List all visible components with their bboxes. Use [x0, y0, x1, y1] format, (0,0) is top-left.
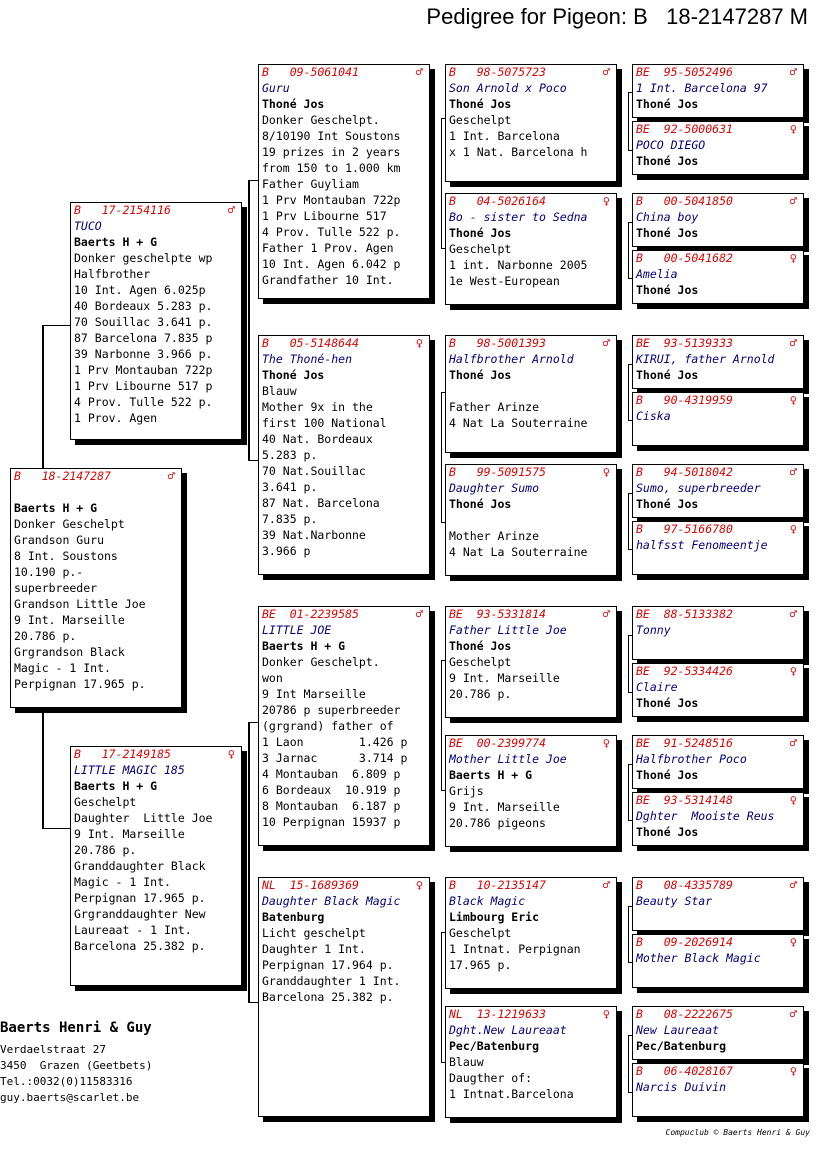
- male-symbol-icon: ♂: [167, 469, 175, 483]
- owner-name: Thoné Jos: [636, 696, 699, 710]
- pigeon-info-line: Grgranddaughter New: [74, 907, 206, 921]
- pigeon-name: The Thoné-hen: [262, 352, 353, 366]
- ring-number: B 94-5018042: [636, 465, 733, 479]
- pigeon-info-line: Geschelpt: [449, 655, 512, 669]
- ring-number: B 98-5001393: [449, 336, 546, 350]
- pigeon-info-line: Donker Geschelpt: [14, 517, 125, 531]
- pigeon-info-line: Magic - 1 Int.: [14, 661, 111, 675]
- pigeon-name: 1 Int. Barcelona 97: [636, 81, 768, 95]
- pigeon-info-line: 5.283 p.: [262, 448, 318, 462]
- pigeon-name: Mother Black Magic: [636, 951, 761, 965]
- owner-name: Pec/Batenburg: [449, 1039, 540, 1053]
- female-symbol-icon: ♀: [602, 465, 610, 479]
- pigeon-card: [70, 202, 242, 440]
- pigeon-card: [445, 335, 617, 453]
- pigeon-name: Sumo, superbreeder: [636, 481, 761, 495]
- owner-name: Thoné Jos: [449, 497, 512, 511]
- male-symbol-icon: ♂: [789, 736, 797, 750]
- male-symbol-icon: ♂: [789, 607, 797, 621]
- address-phone: Tel.:0032(0)11583316: [0, 1075, 133, 1088]
- pigeon-info-line: 10 Perpignan 15937 p: [262, 815, 401, 829]
- ring-number: B 90-4319959: [636, 393, 733, 407]
- pigeon-info-line: won: [262, 671, 283, 685]
- pigeon-info-line: Magic - 1 Int.: [74, 875, 171, 889]
- male-symbol-icon: ♂: [227, 203, 235, 217]
- page-title: Pedigree for Pigeon: B 18-2147287 M: [426, 4, 808, 29]
- pigeon-info-line: Barcelona 25.382 p.: [262, 990, 394, 1004]
- pigeon-info-line: (grgrand) father of: [262, 719, 394, 733]
- pigeon-name: Amelia: [636, 267, 678, 281]
- female-symbol-icon: ♀: [789, 522, 797, 536]
- owner-name: Thoné Jos: [636, 154, 699, 168]
- pigeon-info-line: 9 Int Marseille: [262, 687, 366, 701]
- pigeon-info-line: Granddaughter Black: [74, 859, 206, 873]
- pigeon-card: [632, 250, 804, 304]
- pigeon-info-line: 1 Prv Libourne 517 p: [74, 379, 213, 393]
- pigeon-info-line: 1e West-European: [449, 274, 560, 288]
- male-symbol-icon: ♂: [789, 65, 797, 79]
- pigeon-card: [258, 64, 430, 299]
- connector-line: [42, 325, 70, 326]
- owner-name: Thoné Jos: [636, 768, 699, 782]
- owner-name: Thoné Jos: [636, 97, 699, 111]
- male-symbol-icon: ♂: [415, 607, 423, 621]
- connector-line: [628, 764, 629, 820]
- pigeon-card: [10, 468, 182, 708]
- connector-line: [628, 364, 629, 420]
- pigeon-info-line: Mother Arinze: [449, 529, 540, 543]
- pigeon-name: Tonny: [636, 623, 671, 637]
- connector-line: [42, 325, 44, 468]
- ring-number: B 05-5148644: [262, 336, 359, 350]
- connector-line: [248, 180, 250, 460]
- male-symbol-icon: ♂: [415, 65, 423, 79]
- pigeon-info-line: 17.965 p.: [449, 958, 512, 972]
- ring-number: BE 95-5052496: [636, 65, 733, 79]
- pigeon-info-line: 10.190 p.-: [14, 565, 84, 579]
- owner-name: Thoné Jos: [636, 825, 699, 839]
- pigeon-info-line: 20.786 p.: [449, 687, 512, 701]
- connector-line: [248, 1002, 258, 1003]
- female-symbol-icon: ♀: [602, 1007, 610, 1021]
- owner-name: Thoné Jos: [262, 368, 325, 382]
- footer-copyright: Compuclub © Baerts Henri & Guy: [665, 1128, 810, 1137]
- owner-name: Thoné Jos: [636, 226, 699, 240]
- pigeon-info-line: 8 Int. Soustons: [14, 549, 118, 563]
- connector-line: [42, 708, 44, 828]
- pigeon-name: Guru: [262, 81, 290, 95]
- pigeon-info-line: Blauw: [449, 1055, 484, 1069]
- pigeon-info-line: Daughter Little Joe: [74, 811, 213, 825]
- ring-number: BE 01-2239585: [262, 607, 359, 621]
- pigeon-info-line: Perpignan 17.965 p.: [74, 891, 206, 905]
- pigeon-info-line: 39 Nat.Narbonne: [262, 528, 366, 542]
- pigeon-info-line: Donker geschelpte wp: [74, 251, 213, 265]
- male-symbol-icon: ♂: [789, 878, 797, 892]
- pigeon-info-line: Grandfather 10 Int.: [262, 273, 394, 287]
- pigeon-info-line: 1 Laon 1.426 p: [262, 735, 408, 749]
- pigeon-name: Father Little Joe: [449, 623, 567, 637]
- pigeon-info-line: 10 Int. Agen 6.025p: [74, 283, 206, 297]
- pigeon-card: [445, 64, 617, 182]
- pigeon-card: [70, 746, 242, 986]
- pigeon-card: [445, 1006, 617, 1118]
- pigeon-info-line: 3.641 p.: [262, 480, 318, 494]
- pigeon-card: [632, 877, 804, 931]
- pigeon-card: [445, 193, 617, 305]
- ring-number: B 06-4028167: [636, 1064, 733, 1078]
- ring-number: B 08-2222675: [636, 1007, 733, 1021]
- connector-line: [248, 460, 258, 461]
- pigeon-name: Black Magic: [449, 894, 526, 908]
- owner-name: Thoné Jos: [636, 283, 699, 297]
- ring-number: B 18-2147287: [14, 469, 111, 483]
- connector-line: [42, 828, 70, 829]
- pigeon-name: Dght.New Laureaat: [449, 1023, 567, 1037]
- pigeon-name: China boy: [636, 210, 699, 224]
- owner-name: Baerts H + G: [262, 639, 346, 653]
- pigeon-info-line: first 100 National: [262, 416, 387, 430]
- connector-line: [441, 932, 442, 1062]
- pigeon-name: Dghter Mooiste Reus: [636, 809, 775, 823]
- pigeon-info-line: Geschelpt: [449, 113, 512, 127]
- female-symbol-icon: ♀: [789, 393, 797, 407]
- owner-name: Thoné Jos: [449, 368, 512, 382]
- female-symbol-icon: ♀: [789, 1064, 797, 1078]
- pigeon-info-line: 10 Int. Agen 6.042 p: [262, 257, 401, 271]
- pigeon-info-line: 87 Nat. Barcelona: [262, 496, 380, 510]
- pigeon-info-line: 4 Prov. Tulle 522 p.: [74, 395, 213, 409]
- ring-number: BE 93-5139333: [636, 336, 733, 350]
- pigeon-info-line: Grgrandson Black: [14, 645, 125, 659]
- pigeon-name: Ciska: [636, 409, 671, 423]
- pigeon-name: Daughter Sumo: [449, 481, 540, 495]
- pigeon-info-line: Licht geschelpt: [262, 926, 366, 940]
- pigeon-info-line: 40 Bordeaux 5.283 p.: [74, 299, 213, 313]
- pigeon-name: [11, 484, 181, 500]
- pigeon-info-line: 4 Prov. Tulle 522 p.: [262, 225, 401, 239]
- female-symbol-icon: ♀: [789, 664, 797, 678]
- pigeon-name: POCO DIEGO: [636, 138, 706, 152]
- connector-line: [248, 722, 258, 723]
- ring-number: B 99-5091575: [449, 465, 546, 479]
- pigeon-card: [632, 193, 804, 247]
- connector-line: [628, 92, 629, 150]
- pigeon-info-line: Geschelpt: [74, 795, 137, 809]
- pigeon-name: Beauty Star: [636, 894, 713, 908]
- pigeon-info-line: 70 Souillac 3.641 p.: [74, 315, 213, 329]
- male-symbol-icon: ♂: [602, 336, 610, 350]
- pigeon-info-line: 70 Nat.Souillac: [262, 464, 366, 478]
- pigeon-info-line: Donker Geschelpt.: [262, 113, 380, 127]
- ring-number: NL 13-1219633: [449, 1007, 546, 1021]
- connector-line: [628, 1035, 629, 1092]
- pigeon-info-line: 1 Prv Libourne 517: [262, 209, 387, 223]
- pigeon-card: [632, 735, 804, 789]
- pigeon-info-line: 1 Prov. Agen: [74, 411, 158, 425]
- pigeon-info-line: 1 Int. Barcelona: [449, 129, 560, 143]
- pigeon-info-line: 4 Nat La Souterraine: [449, 416, 588, 430]
- pigeon-info-line: 20.786 p.: [14, 629, 77, 643]
- pigeon-name: KIRUI, father Arnold: [636, 352, 775, 366]
- connector-line: [441, 118, 442, 248]
- female-symbol-icon: ♀: [415, 336, 423, 350]
- female-symbol-icon: ♀: [227, 747, 235, 761]
- breeder-info: [0, 1020, 152, 1106]
- owner-name: Thoné Jos: [636, 497, 699, 511]
- female-symbol-icon: ♀: [789, 251, 797, 265]
- ring-number: B 08-4335789: [636, 878, 733, 892]
- ring-number: B 10-2135147: [449, 878, 546, 892]
- pigeon-name: Claire: [636, 680, 678, 694]
- ring-number: B 98-5075723: [449, 65, 546, 79]
- pigeon-card: [632, 1063, 804, 1117]
- pigeon-info-line: 3 Jarnac 3.714 p: [262, 751, 408, 765]
- owner-name: Thoné Jos: [449, 639, 512, 653]
- connector-line: [441, 392, 442, 522]
- owner-name: Thoné Jos: [449, 97, 512, 111]
- ring-number: BE 92-5000631: [636, 122, 733, 136]
- pigeon-info-line: 3.966 p: [262, 544, 311, 558]
- address-city: 3450 Grazen (Geetbets): [0, 1059, 153, 1072]
- pigeon-card: [632, 64, 804, 118]
- pigeon-info-line: [446, 383, 616, 399]
- pigeon-name: Narcis Duivin: [636, 1080, 727, 1094]
- pigeon-info-line: 4 Montauban 6.809 p: [262, 767, 401, 781]
- pigeon-info-line: 1 Intnat. Perpignan: [449, 942, 581, 956]
- pigeon-info-line: 20.786 p.: [74, 843, 137, 857]
- connector-line: [248, 180, 258, 181]
- pigeon-name: LITTLE JOE: [262, 623, 332, 637]
- pigeon-info-line: 1 Prv Montauban 722p: [74, 363, 213, 377]
- pigeon-name: Son Arnold x Poco: [449, 81, 567, 95]
- address-email[interactable]: guy.baerts@scarlet.be: [0, 1091, 140, 1104]
- pigeon-info-line: Grandson Guru: [14, 533, 105, 547]
- pigeon-card: [445, 877, 617, 989]
- male-symbol-icon: ♂: [789, 1007, 797, 1021]
- connector-line: [248, 722, 250, 1002]
- ring-number: BE 00-2399774: [449, 736, 546, 750]
- ring-number: BE 91-5248516: [636, 736, 733, 750]
- pigeon-card: [632, 792, 804, 846]
- pigeon-info-line: Grijs: [449, 784, 484, 798]
- pigeon-card: [632, 606, 804, 660]
- pigeon-info-line: 9 Int. Marseille: [74, 827, 185, 841]
- address-street: Verdaelstraat 27: [0, 1043, 106, 1056]
- connector-line: [441, 660, 442, 790]
- female-symbol-icon: ♀: [415, 878, 423, 892]
- pigeon-info-line: Father Guyliam: [262, 177, 359, 191]
- owner-name: Baerts H + G: [74, 235, 158, 249]
- connector-line: [628, 635, 629, 692]
- pigeon-info-line: Halfbrother: [74, 267, 151, 281]
- pigeon-name: LITTLE MAGIC 185: [74, 763, 185, 777]
- ring-number: B 04-5026164: [449, 194, 546, 208]
- pigeon-info-line: 9 Int. Marseille: [449, 800, 560, 814]
- pigeon-info-line: Laureaat - 1 Int.: [74, 923, 192, 937]
- pigeon-info-line: Daugther of:: [449, 1071, 533, 1085]
- pigeon-name: Mother Little Joe: [449, 752, 567, 766]
- pigeon-card: [445, 606, 617, 718]
- pigeon-info-line: 20786 p superbreeder: [262, 703, 401, 717]
- owner-name: Batenburg: [262, 910, 325, 924]
- pigeon-card: [632, 335, 804, 389]
- pigeon-info-line: 1 Prv Montauban 722p: [262, 193, 401, 207]
- owner-name: Thoné Jos: [636, 368, 699, 382]
- pigeon-info-line: 87 Barcelona 7.835 p: [74, 331, 213, 345]
- male-symbol-icon: ♂: [602, 607, 610, 621]
- ring-number: BE 93-5314148: [636, 793, 733, 807]
- female-symbol-icon: ♀: [602, 736, 610, 750]
- owner-name: Thoné Jos: [449, 226, 512, 240]
- owner-name: Baerts H + G: [74, 779, 158, 793]
- male-symbol-icon: ♂: [789, 336, 797, 350]
- male-symbol-icon: ♂: [789, 194, 797, 208]
- pigeon-card: [632, 1006, 804, 1060]
- owner-name: Baerts H + G: [449, 768, 533, 782]
- pigeon-info-line: 8/10190 Int Soustons: [262, 129, 401, 143]
- ring-number: NL 15-1689369: [262, 878, 359, 892]
- ring-number: BE 93-5331814: [449, 607, 546, 621]
- pigeon-name: Daughter Black Magic: [262, 894, 401, 908]
- pigeon-name: Bo - sister to Sedna: [449, 210, 588, 224]
- female-symbol-icon: ♀: [789, 122, 797, 136]
- pigeon-info-line: 19 prizes in 2 years: [262, 145, 401, 159]
- pigeon-card: [445, 735, 617, 847]
- connector-line: [628, 493, 629, 549]
- pigeon-info-line: Father 1 Prov. Agen: [262, 241, 394, 255]
- ring-number: BE 92-5334426: [636, 664, 733, 678]
- pigeon-name: Halfbrother Poco: [636, 752, 747, 766]
- pigeon-info-line: 4 Nat La Souterraine: [449, 545, 588, 559]
- pigeon-info-line: Barcelona 25.382 p.: [74, 939, 206, 953]
- pigeon-name: Halfbrother Arnold: [449, 352, 574, 366]
- owner-name: Limbourg Eric: [449, 910, 540, 924]
- pigeon-info-line: superbreeder: [14, 581, 98, 595]
- ring-number: B 09-2026914: [636, 935, 733, 949]
- ring-number: B 00-5041682: [636, 251, 733, 265]
- pigeon-info-line: Perpignan 17.964 p.: [262, 958, 394, 972]
- ring-number: B 17-2149185: [74, 747, 171, 761]
- ring-number: BE 88-5133382: [636, 607, 733, 621]
- pigeon-name: TUCO: [74, 219, 102, 233]
- pigeon-info-line: 40 Nat. Bordeaux: [262, 432, 373, 446]
- pigeon-info-line: Grandson Little Joe: [14, 597, 146, 611]
- ring-number: B 09-5061041: [262, 65, 359, 79]
- pigeon-info-line: 6 Bordeaux 10.919 p: [262, 783, 401, 797]
- pigeon-info-line: 7.835 p.: [262, 512, 318, 526]
- pigeon-info-line: Daughter 1 Int.: [262, 942, 366, 956]
- female-symbol-icon: ♀: [602, 194, 610, 208]
- female-symbol-icon: ♀: [789, 935, 797, 949]
- connector-line: [628, 222, 629, 278]
- pigeon-info-line: Donker Geschelpt.: [262, 655, 380, 669]
- pigeon-info-line: 20.786 pigeons: [449, 816, 546, 830]
- pigeon-info-line: 1 int. Narbonne 2005: [449, 258, 588, 272]
- pigeon-info-line: [446, 512, 616, 528]
- breeder-name: Baerts Henri & Guy: [0, 1020, 152, 1036]
- pigeon-card: [632, 464, 804, 518]
- pigeon-info-line: Geschelpt: [449, 926, 512, 940]
- male-symbol-icon: ♂: [602, 65, 610, 79]
- pigeon-card: [258, 606, 430, 846]
- ring-number: B 97-5166780: [636, 522, 733, 536]
- owner-name: Pec/Batenburg: [636, 1039, 727, 1053]
- pigeon-info-line: x 1 Nat. Barcelona h: [449, 145, 588, 159]
- connector-line: [628, 906, 629, 962]
- pigeon-info-line: 9 Int. Marseille: [14, 613, 125, 627]
- pigeon-info-line: from 150 to 1.000 km: [262, 161, 401, 175]
- owner-name: Baerts H + G: [14, 501, 98, 515]
- pigeon-name: New Laureaat: [636, 1023, 720, 1037]
- ring-number: B 17-2154116: [74, 203, 171, 217]
- pigeon-card: [632, 663, 804, 717]
- pigeon-info-line: Father Arinze: [449, 400, 540, 414]
- pigeon-info-line: 8 Montauban 6.187 p: [262, 799, 401, 813]
- pigeon-info-line: Perpignan 17.965 p.: [14, 677, 146, 691]
- pigeon-info-line: Granddaughter 1 Int.: [262, 974, 401, 988]
- pigeon-info-line: Mother 9x in the: [262, 400, 373, 414]
- male-symbol-icon: ♂: [602, 878, 610, 892]
- pigeon-card: [632, 934, 804, 988]
- male-symbol-icon: ♂: [789, 465, 797, 479]
- pigeon-info-line: 9 Int. Marseille: [449, 671, 560, 685]
- ring-number: B 00-5041850: [636, 194, 733, 208]
- pigeon-info-line: Geschelpt: [449, 242, 512, 256]
- pigeon-card: [258, 877, 430, 1117]
- female-symbol-icon: ♀: [789, 793, 797, 807]
- pigeon-card: [632, 521, 804, 575]
- pigeon-info-line: 1 Intnat.Barcelona: [449, 1087, 574, 1101]
- pigeon-card: [445, 464, 617, 576]
- pigeon-info-line: 39 Narbonne 3.966 p.: [74, 347, 213, 361]
- pigeon-card: [632, 121, 804, 175]
- pigeon-card: [258, 335, 430, 575]
- pigeon-info-line: Blauw: [262, 384, 297, 398]
- pigeon-card: [632, 392, 804, 446]
- owner-name: Thoné Jos: [262, 97, 325, 111]
- pigeon-name: halfsst Fenomeentje: [636, 538, 768, 552]
